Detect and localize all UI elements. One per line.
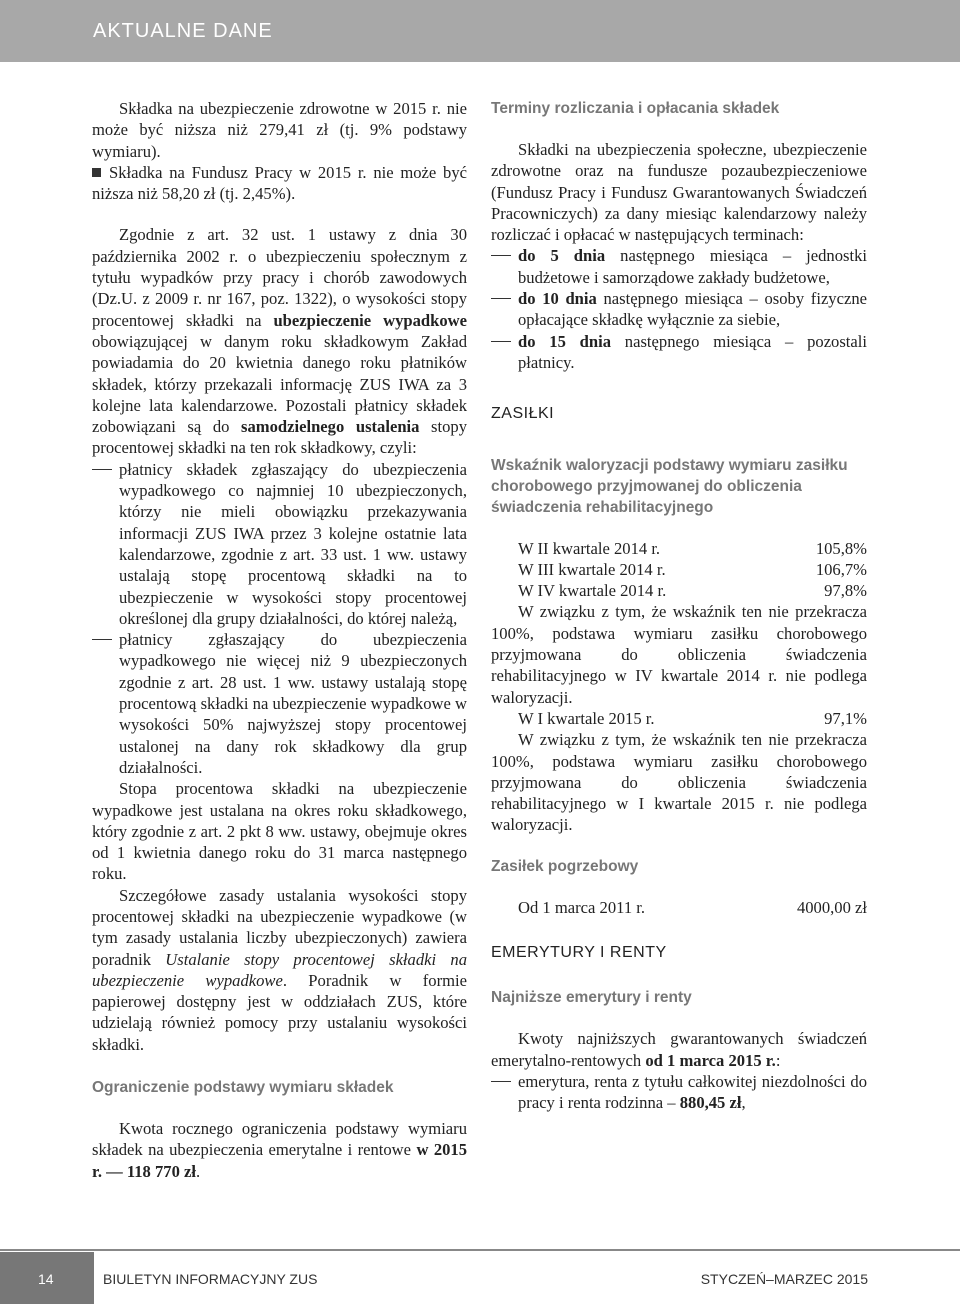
minimum-pensions-heading: Najniższe emerytury i renty	[491, 989, 692, 1007]
row-label: W IV kwartale 2014 r.	[518, 581, 667, 601]
row-label: W III kwartale 2014 r.	[518, 559, 666, 579]
row-value: 97,1%	[824, 708, 867, 728]
text-span: Kwota rocznego ograniczenia podstawy wymiaru składek na ubezpieczenia emerytalne i rentowe	[92, 1119, 467, 1160]
right-column	[491, 98, 867, 1114]
text-span: ,	[741, 1093, 746, 1113]
deadline-term: do 10 dnia	[518, 289, 597, 309]
labor-fund-bullet	[92, 162, 467, 205]
text-span: stopy procentowej składki na ten rok składkowy, czyli:	[92, 417, 468, 458]
indexation-row	[491, 580, 867, 601]
benefits-section-heading: ZASIŁKI	[491, 405, 555, 423]
bold-term: samodzielnego ustalenia	[241, 417, 420, 437]
health-contribution-paragraph: Składka na ubezpieczenie zdrowotne w 2015 r. nie może być niższa niż 279,41 zł (tj. 9% podstawy wymiaru).	[92, 99, 467, 161]
guide-title: Ustalanie stopy procentowej składki na ubezpieczenie wypadkowe	[92, 949, 467, 990]
deadline-term: do 15 dnia	[518, 331, 612, 351]
limit-paragraph	[92, 1118, 467, 1182]
text-span: Szczegółowe zasady ustalania wysokości stopy procentowej składki na ubezpieczenie wypadkowe (w tym zasady ustalania liczby ubezpieczonych) zawiera poradnik	[92, 885, 467, 969]
indexation-note: W związku z tym, że wskaźnik ten nie przekracza 100%, podstawa wymiaru zasiłku chorobowego przyjmowana do obliczenia świadczenia rehabilitacyjnego w IV kwartale 2014 r. nie podlega waloryzacji.	[491, 602, 867, 707]
guide-paragraph	[92, 885, 467, 1055]
pension-amount: 880,45 zł	[679, 1093, 742, 1113]
pensions-section-heading: EMERYTURY I RENTY	[491, 944, 667, 962]
dash-item	[491, 245, 867, 288]
square-bullet-icon	[92, 168, 101, 177]
text-span: następnego miesiąca – pozostali płatnicy.	[518, 331, 868, 372]
dash-item	[491, 331, 867, 374]
publication-name: BIULETYN INFORMACYJNY ZUS	[103, 1271, 318, 1287]
indexation-row	[491, 708, 867, 729]
text-span: .	[196, 1161, 201, 1181]
page-number: 14	[38, 1271, 54, 1287]
limit-heading: Ograniczenie podstawy wymiaru składek	[92, 1079, 394, 1097]
dash-item: płatnicy składek zgłaszający do ubezpieczenia wypadkowego co najmniej 10 ubezpieczonych, którzy nie mieli obowiązku przekazywania informacji ZUS IWA przez 3 kolejne ostatnie lata kalendarzowe, zgodnie z art. 33 ust. 1 ww. ustawy ustalają stopę procentową składki na to ubezpieczenie w wysokości stopy procentowej określonej dla grupy działalności, do której należą,	[92, 459, 467, 629]
rate-period-paragraph: Stopa procentowa składki na ubezpieczenie wypadkowe jest ustalana na okres roku składkowego, który zgodnie z art. 2 pkt 8 ww. ustawy, obejmuje okres od 1 kwietnia danego roku do 31 marca następnego roku.	[92, 779, 467, 884]
accident-insurance-paragraph	[92, 224, 467, 458]
section-header	[0, 0, 960, 62]
bold-term: ubezpieczenie wypadkowe	[273, 310, 467, 330]
row-label: W II kwartale 2014 r.	[518, 538, 661, 558]
funeral-allowance-heading: Zasiłek pogrzebowy	[491, 857, 639, 875]
indexation-heading: Wskaźnik waloryzacji podstawy wymiaru zasiłku chorobowego przyjmowanej do obliczenia świadczenia rehabilitacyjnego	[491, 456, 848, 516]
text-span: obowiązującej w danym roku składkowym Zakład powiadamia do 20 kwietnia danego roku płatników składek, którzy przekazali informację ZUS IWA za 3 kolejne lata kalendarzowe. Pozostali płatnicy składek zobowiązani są do	[92, 331, 467, 437]
text-span: Kwoty najniższych gwarantowanych świadczeń emerytalno-rentowych	[491, 1029, 867, 1070]
indexation-row	[491, 538, 867, 559]
effective-date: od 1 marca 2015 r.	[645, 1050, 776, 1070]
row-label: Od 1 marca 2011 r.	[518, 897, 646, 917]
dash-item: płatnicy zgłaszający do ubezpieczenia wypadkowego nie więcej niż 9 ubezpieczonych zgodnie z art. 28 ust. 1 ww. ustawy ustalają stopę procentową składki na ubezpieczenie wypadkowe w wysokości 50% najwyższej stopy procentowej ustalonej na dany rok składkowy dla grup działalności.	[92, 629, 467, 778]
row-value: 105,8%	[815, 538, 867, 558]
deadlines-heading: Terminy rozliczania i opłacania składek	[491, 100, 780, 117]
row-value: 97,8%	[824, 581, 867, 601]
row-value: 106,7%	[815, 559, 867, 579]
left-column	[92, 98, 467, 1182]
funeral-allowance-row	[491, 897, 867, 918]
deadlines-paragraph: Składki na ubezpieczenia społeczne, ubezpieczenie zdrowotne oraz na fundusze pozaubezpieczeniowe (Fundusz Pracy i Fundusz Gwarantowanych Świadczeń Pracowniczych) za dany miesiąc kalendarzowy należy rozliczać i opłacać w następujących terminach:	[491, 140, 867, 245]
row-label: W I kwartale 2015 r.	[518, 708, 655, 728]
deadline-term: do 5 dnia	[518, 246, 606, 266]
text-span: następnego miesiąca – jednostki budżetowe i samorządowe zakłady budżetowe,	[518, 246, 867, 287]
dash-item	[491, 1071, 867, 1114]
minimum-pensions-paragraph	[491, 1028, 867, 1071]
text-span: :	[775, 1050, 781, 1070]
limit-amount: w 2015 r. — 118 770 zł	[92, 1140, 468, 1181]
dash-item	[491, 288, 867, 331]
text-span: . Poradnik w formie papierowej dostępny jest w oddziałach ZUS, które udzielają również pomocy przy ustalaniu wysokości składki.	[92, 970, 467, 1054]
footer-rule	[0, 1249, 960, 1251]
labor-fund-text: Składka na Fundusz Pracy w 2015 r. nie może być niższa niż 58,20 zł (tj. 2,45%).	[92, 162, 467, 204]
indexation-note: W związku z tym, że wskaźnik ten nie przekracza 100%, podstawa wymiaru zasiłku chorobowego przyjmowana do obliczenia świadczenia rehabilitacyjnego w I kwartale 2015 r. nie podlega waloryzacji.	[491, 730, 867, 835]
text-span: następnego miesiąca – osoby fizyczne opłacające składkę wyłącznie za siebie,	[518, 289, 867, 330]
row-value: 4000,00 zł	[796, 897, 867, 917]
section-title: AKTUALNE DANE	[93, 20, 273, 42]
text-span: emerytura, renta z tytułu całkowitej niezdolności do pracy i renta rodzinna –	[518, 1071, 867, 1113]
indexation-row	[491, 559, 867, 580]
text-span: Zgodnie z art. 32 ust. 1 ustawy z dnia 30 października 2002 r. o ubezpieczeniu społecznym z tytułu wypadków przy pracy i chorób zawodowych (Dz.U. z 2009 r. nr 167, poz. 1322), o wysokości stopy procentowej składki na	[92, 225, 467, 330]
issue-date: STYCZEŃ–MARZEC 2015	[700, 1271, 868, 1287]
